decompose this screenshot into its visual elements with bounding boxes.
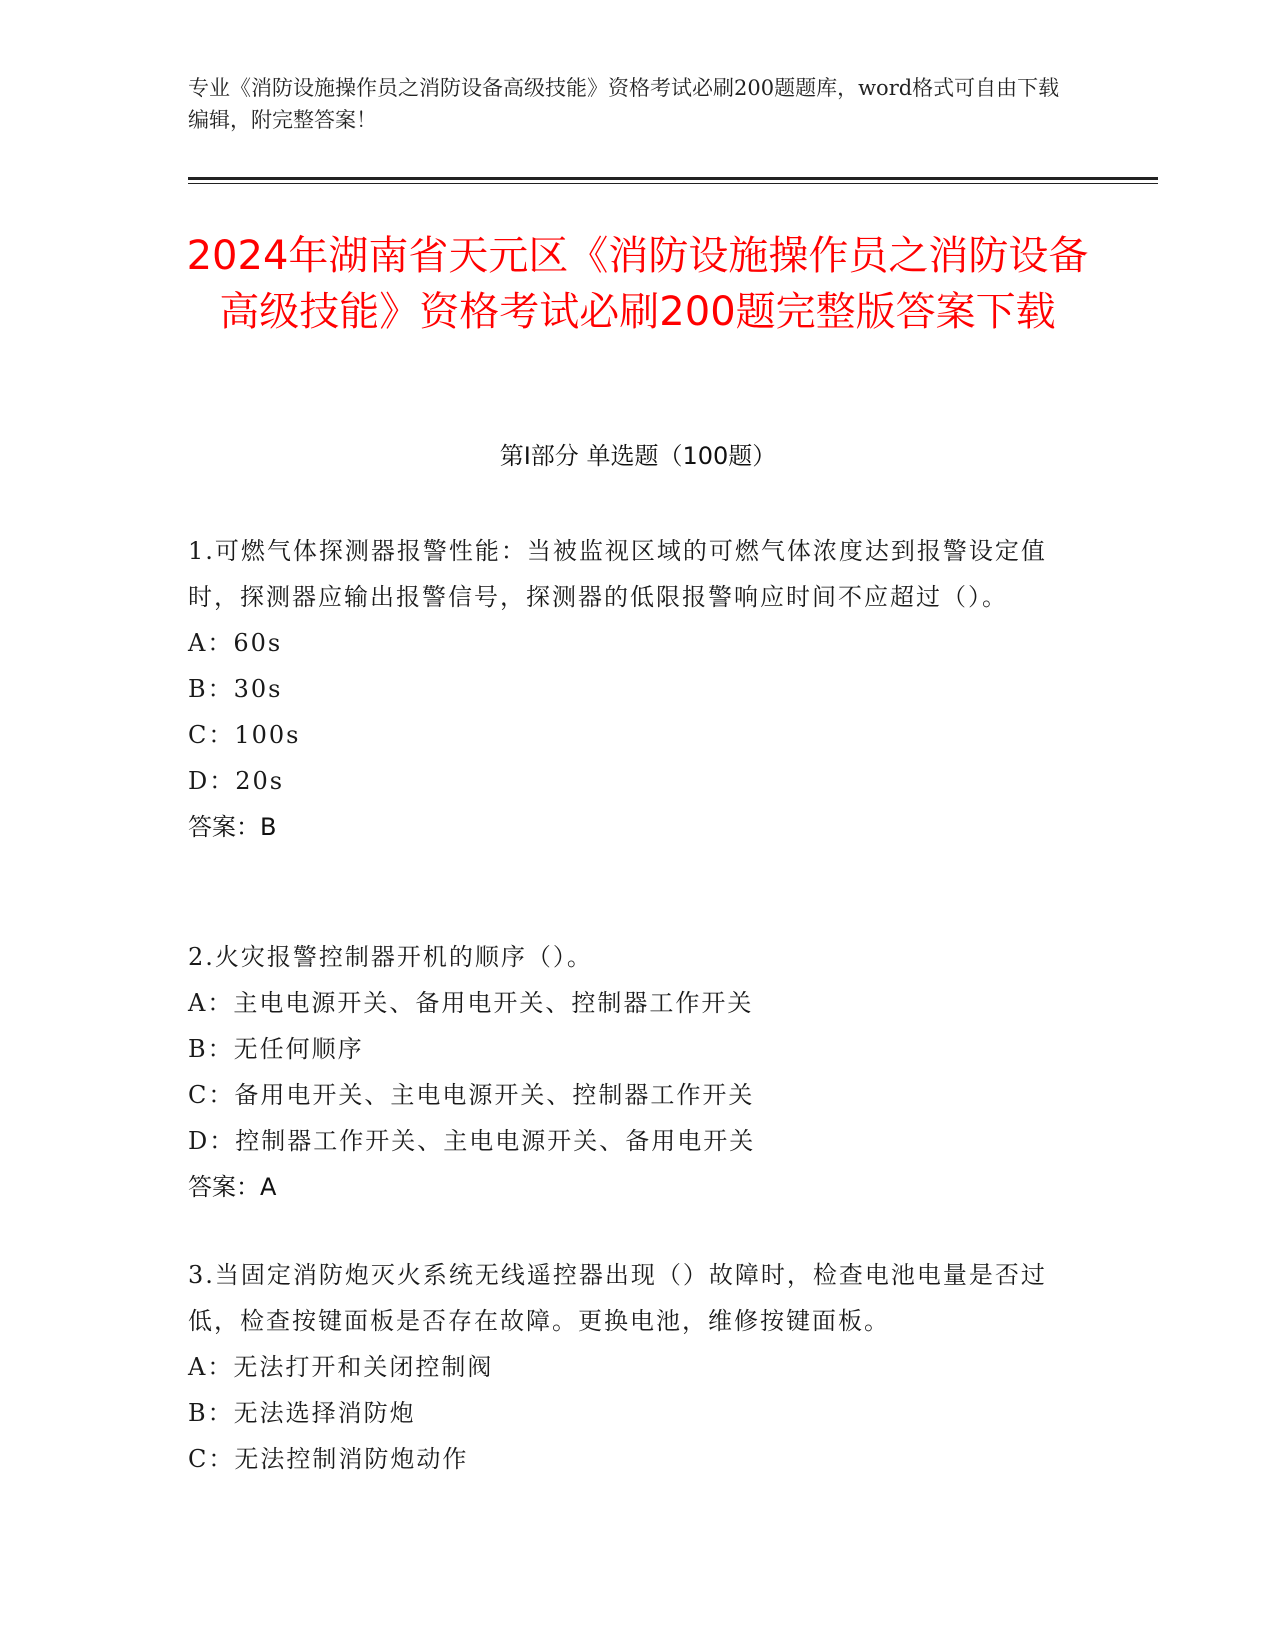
- question-2: [188, 934, 1068, 1210]
- option-a: A：60s: [188, 629, 283, 657]
- answer: 答案：B: [188, 813, 277, 841]
- option-d: D：20s: [188, 767, 285, 795]
- header-divider-thin: [188, 183, 1158, 184]
- header-note: 专业《消防设施操作员之消防设备高级技能》资格考试必刷200题题库，word格式可自由下载编辑，附完整答案！: [188, 76, 1060, 132]
- section-heading: 第Ⅰ部分 单选题（100题）: [499, 442, 777, 470]
- option-b: B：无法选择消防炮: [188, 1399, 416, 1427]
- question-stem: 3.当固定消防炮灭火系统无线遥控器出现（）故障时，检查电池电量是否过低，检查按键面板是否存在故障。更换电池，维修按键面板。: [188, 1261, 1047, 1335]
- document-title: 2024年湖南省天元区《消防设施操作员之消防设备高级技能》资格考试必刷200题完整版答案下载: [186, 233, 1089, 335]
- option-b: B：30s: [188, 675, 283, 703]
- question-stem: 2.火灾报警控制器开机的顺序（）。: [188, 943, 593, 971]
- answer: 答案：A: [188, 1173, 277, 1201]
- option-b: B：无任何顺序: [188, 1035, 364, 1063]
- option-c: C：100s: [188, 721, 301, 749]
- option-d: D：控制器工作开关、主电电源开关、备用电开关: [188, 1127, 756, 1155]
- question-stem: 1.可燃气体探测器报警性能：当被监视区域的可燃气体浓度达到报警设定值时，探测器应输出报警信号，探测器的低限报警响应时间不应超过（）。: [188, 537, 1047, 611]
- header-divider: [188, 177, 1158, 180]
- option-c: C：无法控制消防炮动作: [188, 1445, 469, 1473]
- question-1: [188, 528, 1068, 850]
- option-c: C：备用电开关、主电电源开关、控制器工作开关: [188, 1081, 755, 1109]
- question-3: [188, 1252, 1068, 1482]
- option-a: A：无法打开和关闭控制阀: [188, 1353, 494, 1381]
- option-a: A：主电电源开关、备用电开关、控制器工作开关: [188, 989, 754, 1017]
